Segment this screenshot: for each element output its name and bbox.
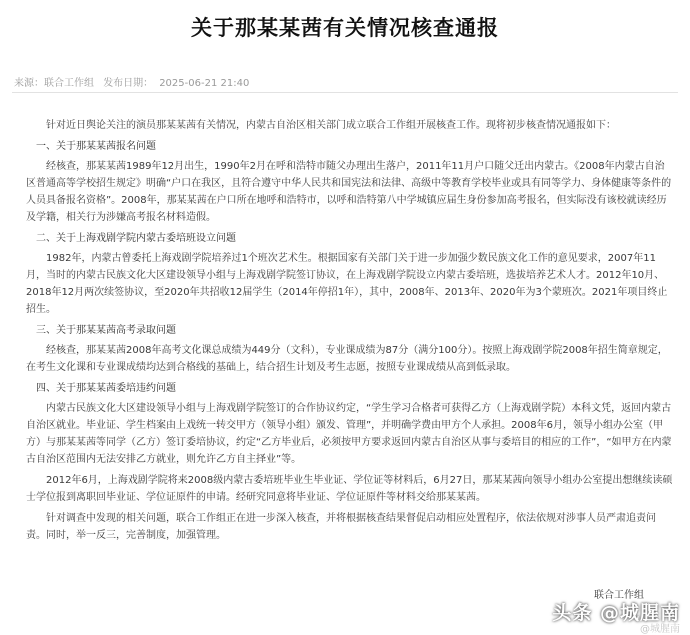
source-label: 来源：联合工作组 xyxy=(14,78,94,89)
section-2-paragraph: 1982年，内蒙古曾委托上海戏剧学院培养过1个班次艺术生。根据国家有关部门关于进一步加强少数民族文化工作的意见要求，2007年11月，当时的内蒙古民族文化大区建设领导小组与上海戏剧学院签订协议，在上海戏剧学院设立内蒙古委培班，选拔培养艺术人才。2012年10月、2018年12月两次续签协议，至2020年共招收12届学生（2014年停招1年），其中，2008年、2013年、2020年为3个蒙班次。2021年项目终止招生。 xyxy=(26,253,668,315)
section-heading-3: 三、关于那某某茜高考录取问题 xyxy=(36,325,176,336)
toutiao-watermark: 头条 @城腥南 xyxy=(552,602,680,624)
section-4-paragraph-1: 内蒙古民族文化大区建设领导小组与上海戏剧学院签订的合作协议约定，“学生学习合格者可获得乙方（上海戏剧学院）本科文凭，返回内蒙古自治区就业。毕业证、学生档案由上戏统一转交甲方（领导小组）颁发、管理”，并明确学费由甲方个人承担。2008年6月，领导小组办公室（甲方）与那某某茜等同学（乙方）签订委培协议，约定“乙方毕业后，必须按甲方要求返回内蒙古自治区从事与委培目的相应的工作”，“如甲方在内蒙古自治区范围内无法安排乙方就业，则允许乙方自主择业”等。 xyxy=(26,403,672,465)
section-heading-2: 二、关于上海戏剧学院内蒙古委培班设立问题 xyxy=(36,233,236,244)
section-4-paragraph-2: 2012年6月，上海戏剧学院将来2008级内蒙古委培班毕业生毕业证、学位证等材料后，6月27日，那某某茜向领导小组办公室提出想继续读硕士学位报到离职回毕业证、学位证原件的申请。经研究同意将毕业证、学位证原件等材料交给那某某茜。 xyxy=(26,475,673,503)
section-1-paragraph: 经核查，那某某茜1989年12月出生，1990年2月在呼和浩特市随父办理出生落户，2011年11月户口随父迁出内蒙古。《2008年内蒙古自治区普通高等学校招生规定》明确“户口在我区，且符合遵守中华人民共和国宪法和法律、高级中等教育学校毕业或具有同等学力、身体健康等条件的人员具备报名资格”。2008年，那某某茜在户口所在地呼和浩特市，以呼和浩特第八中学城镇应届生身份参加高考报名，但实际没有该校就读经历及学籍，相关行为涉嫌高考报名材料造假。 xyxy=(26,161,672,223)
publish-time: 2025-06-21 21:40 xyxy=(159,78,250,89)
header-divider xyxy=(12,92,678,93)
article-title: 关于那某某茜有关情况核查通报 xyxy=(191,16,499,40)
weibo-watermark: @城腥南 xyxy=(640,624,680,635)
article-meta xyxy=(14,74,255,89)
section-heading-1: 一、关于那某某茜报名问题 xyxy=(36,141,156,152)
article-body xyxy=(26,117,674,548)
publish-label: 发布日期： xyxy=(103,78,154,89)
intro-paragraph: 针对近日舆论关注的演员那某某茜有关情况，内蒙古自治区相关部门成立联合工作组开展核查工作。现将初步核查情况通报如下： xyxy=(46,120,616,131)
signature: 联合工作组 xyxy=(594,590,644,601)
section-heading-4: 四、关于那某某茜委培违约问题 xyxy=(36,383,176,394)
section-3-paragraph: 经核查，那某某茜2008年高考文化课总成绩为449分（文科），专业课成绩为87分（满分100分）。按照上海戏剧学院2008年招生简章规定，在考生文化课和专业课成绩均达到合格线的基础上，结合招生计划及考生志愿，按照专业课成绩从高到低录取。 xyxy=(26,345,668,373)
closing-paragraph: 针对调查中发现的相关问题，联合工作组正在进一步深入核查，并将根据核查结果督促启动相应处置程序，依法依规对涉事人员严肃追责问责。同时，举一反三，完善制度，加强管理。 xyxy=(26,513,656,541)
